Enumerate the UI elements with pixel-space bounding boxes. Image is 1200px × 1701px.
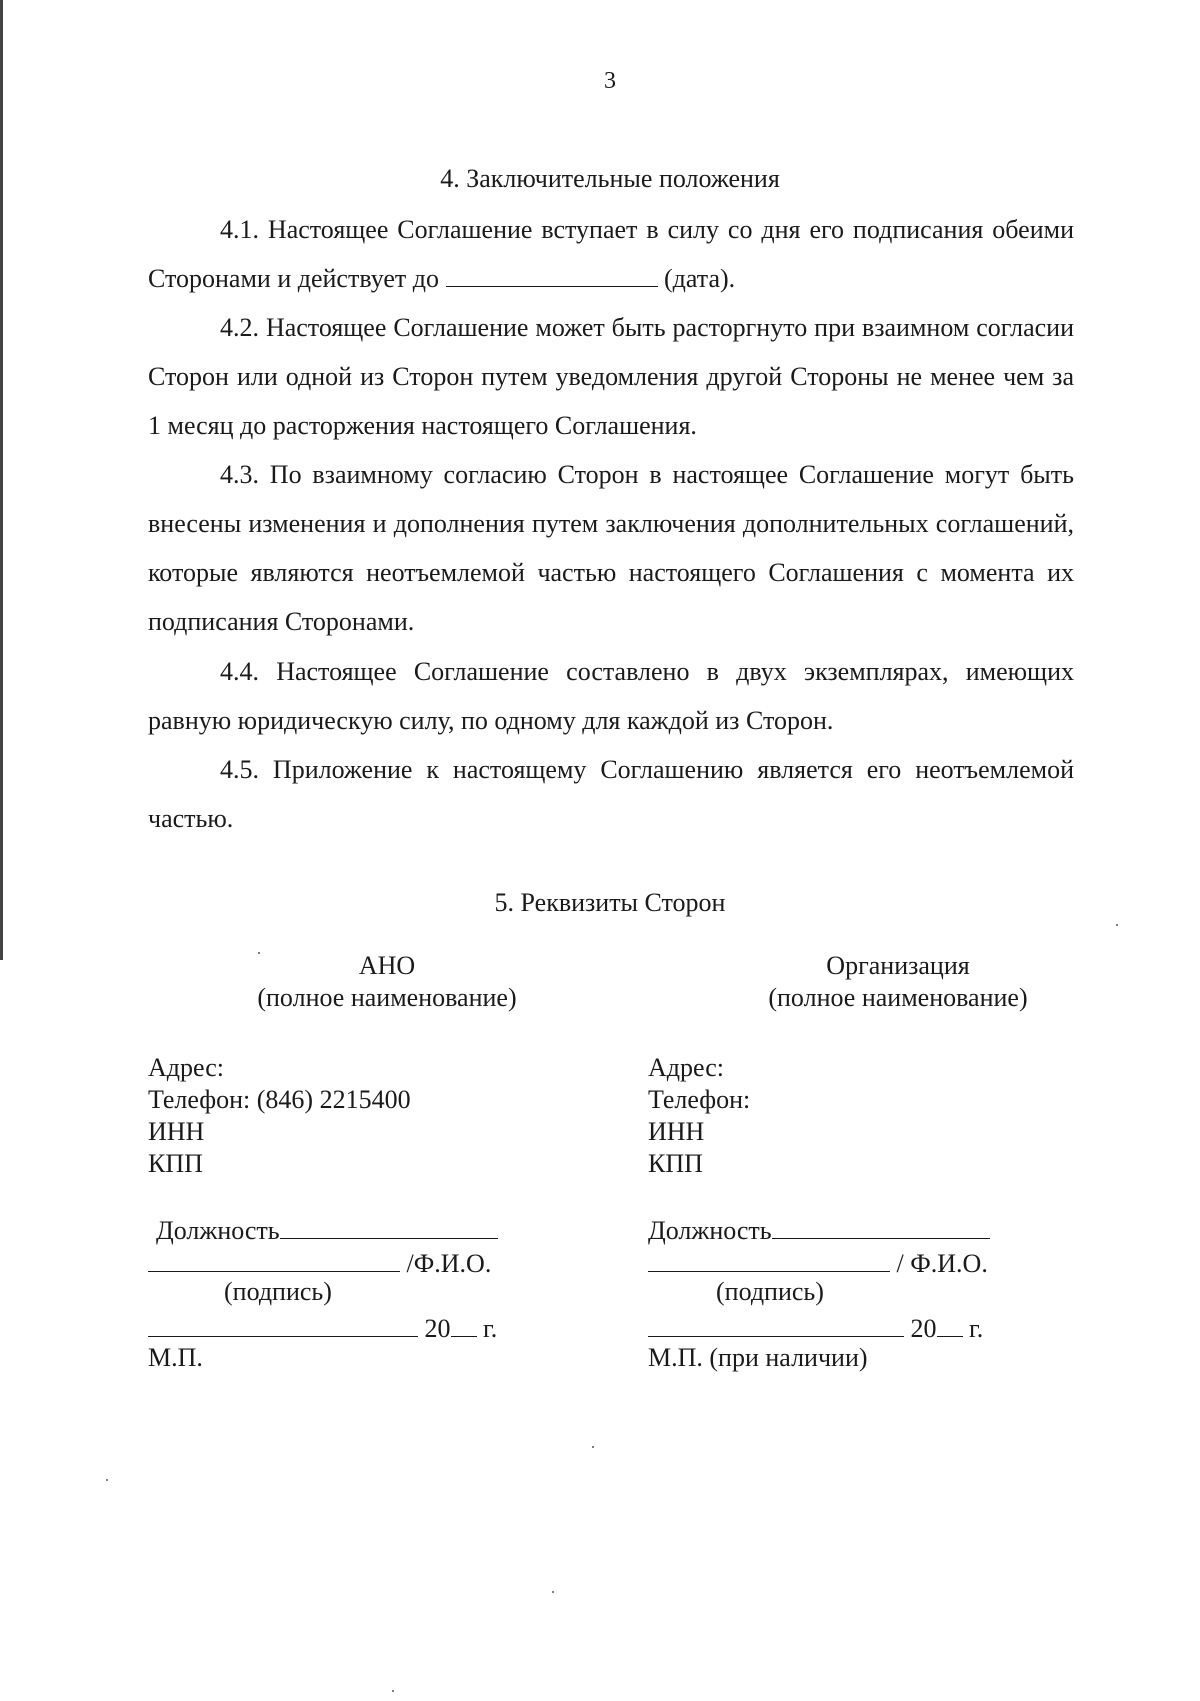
scan-speck (1116, 924, 1118, 926)
left-address: Адрес: (148, 1053, 224, 1082)
left-kpp: КПП (148, 1149, 203, 1178)
right-address: Адрес: (648, 1053, 724, 1082)
section-4-title: 4. Заключительные положения (440, 164, 780, 193)
left-position-line (156, 1212, 498, 1246)
scan-speck (552, 1591, 554, 1593)
right-signature-blank (648, 1245, 890, 1272)
right-year-blank (937, 1310, 963, 1337)
page-number: 3 (604, 68, 616, 94)
clause-4-2: 4.2. Настоящее Соглашение может быть расторгнуто при взаимном согласии Сторон или одной из Сторон путем уведомления другой Стороны не менее чем за 1 месяц до расторжения настоящего Соглашения. (148, 313, 1074, 440)
right-year-suffix: г. (969, 1314, 984, 1343)
section-5-title: 5. Реквизиты Сторон (494, 888, 726, 917)
left-fio-label: /Ф.И.О. (406, 1249, 492, 1278)
scan-speck (106, 1479, 108, 1481)
left-signature-label: (подпись) (224, 1277, 332, 1306)
right-party-details (648, 1052, 750, 1180)
right-party-name: Организация (826, 951, 970, 980)
left-signature-blank (148, 1245, 400, 1272)
scan-edge-mark (0, 0, 3, 960)
clause-4-1-text: 4.1. Настоящее Соглашение вступает в силу со дня его подписания обеими Сторонами и действует до (148, 215, 1074, 293)
right-inn: ИНН (648, 1117, 705, 1146)
right-kpp: КПП (648, 1149, 703, 1178)
left-party-subtitle: (полное наименование) (257, 983, 517, 1012)
left-date-blank (148, 1310, 418, 1337)
scan-speck (592, 1446, 594, 1448)
right-fio-label: / Ф.И.О. (896, 1249, 988, 1278)
clause-4-1 (148, 205, 1074, 303)
right-party-header (748, 950, 1048, 1014)
right-position-label: Должность (648, 1216, 772, 1245)
left-stamp: М.П. (148, 1343, 203, 1372)
clause-4-4: 4.4. Настоящее Соглашение составлено в двух экземплярах, имеющих равную юридическую силу, по одному для каждой из Сторон. (148, 657, 1074, 735)
left-party-details (148, 1052, 411, 1180)
left-date-line (148, 1310, 497, 1344)
right-position-line (648, 1212, 990, 1246)
scan-speck (392, 1690, 394, 1692)
left-year: 20 (424, 1314, 451, 1343)
left-year-suffix: г. (483, 1314, 498, 1343)
left-fio-line (148, 1245, 491, 1279)
right-fio-line (648, 1245, 988, 1279)
scan-speck (258, 952, 260, 954)
date-blank (446, 260, 658, 287)
left-year-blank (451, 1310, 477, 1337)
right-date-blank (648, 1310, 904, 1337)
right-position-blank (772, 1212, 990, 1239)
left-phone: Телефон: (846) 2215400 (148, 1085, 411, 1114)
left-party-name: АНО (358, 951, 416, 980)
clause-4-5: 4.5. Приложение к настоящему Соглашению является его неотъемлемой частью. (148, 755, 1074, 833)
right-year: 20 (910, 1314, 937, 1343)
right-stamp: М.П. (при наличии) (648, 1343, 868, 1372)
left-party-header (238, 950, 536, 1014)
right-phone: Телефон: (648, 1085, 751, 1114)
right-party-subtitle: (полное наименование) (768, 983, 1028, 1012)
left-position-label: Должность (156, 1216, 280, 1245)
right-signature-label: (подпись) (716, 1277, 824, 1306)
right-date-line (648, 1310, 983, 1344)
clause-4-1-date-label: (дата). (664, 264, 736, 293)
left-inn: ИНН (148, 1117, 205, 1146)
left-position-blank (280, 1212, 498, 1239)
clause-4-3: 4.3. По взаимному согласию Сторон в настоящее Соглашение могут быть внесены изменения и дополнения путем заключения дополнительных соглашений, которые являются неотъемлемой частью настоящего Соглашения с момента их подписания Сторонами. (148, 460, 1074, 636)
